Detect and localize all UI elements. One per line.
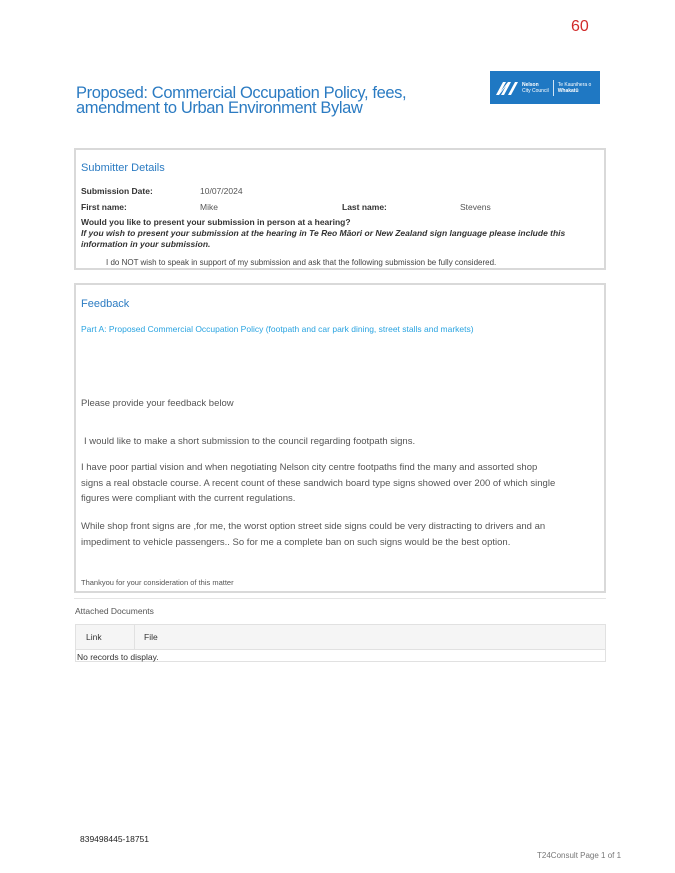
submitter-details-heading: Submitter Details (81, 162, 165, 174)
feedback-prompt: Please provide your feedback below (81, 398, 234, 409)
submission-date-value: 10/07/2024 (200, 186, 243, 196)
divider (74, 598, 606, 599)
feedback-heading: Feedback (81, 298, 130, 310)
part-a-heading: Part A: Proposed Commercial Occupation Policy (footpath and car park dining, street stalls and markets) (81, 324, 474, 334)
first-name-value: Mike (200, 202, 218, 212)
logo-maori-line2: Whakatū (557, 87, 579, 94)
logo-name-line2: City Council (522, 87, 549, 94)
language-question: If you wish to present your submission at the hearing in Te Reo Māori or New Zealand sign language please include this information in your submission. (81, 228, 566, 249)
document-id: 839498445-18751 (80, 834, 150, 844)
last-name-value: Stevens (460, 202, 491, 212)
logo-name (522, 82, 549, 94)
first-name-label: First name: (81, 202, 127, 212)
council-logo (490, 71, 600, 104)
attachments-table (75, 624, 606, 662)
feedback-thanks: Thankyou for your consideration of this matter (81, 578, 234, 587)
submitter-details-panel (74, 148, 606, 270)
hearing-answer: I do NOT wish to speak in support of my submission and ask that the following submission be fully considered. (106, 258, 497, 267)
feedback-panel (74, 283, 606, 593)
attached-documents-title: Attached Documents (75, 606, 154, 616)
logo-maori-line1: Te Kaunihera o (557, 81, 592, 88)
empty-table-message: No records to display. (77, 652, 159, 662)
feedback-paragraph: While shop front signs are ,for me, the worst option street side signs could be very distracting to drivers and an impediment to vehicle passengers.. So for me a complete ban on such signs would be the best option. (81, 521, 546, 548)
column-header-file[interactable]: File (144, 632, 158, 642)
page-number: 60 (571, 18, 589, 35)
last-name-label: Last name: (342, 202, 387, 212)
logo-name-line1: Nelson (522, 81, 539, 88)
nelson-logo-icon (494, 77, 520, 99)
column-header-link[interactable]: Link (86, 632, 102, 642)
logo-maori-name (558, 82, 592, 94)
submission-date-label: Submission Date: (81, 186, 153, 196)
page-title: Proposed: Commercial Occupation Policy, fees, amendment to Urban Environment Bylaw (76, 84, 407, 117)
hearing-question: Would you like to present your submission in person at a hearing? (81, 217, 351, 227)
attachments-table-header (76, 625, 605, 650)
column-divider (134, 625, 135, 649)
feedback-paragraph: I would like to make a short submission to the council regarding footpath signs. (84, 436, 416, 447)
feedback-paragraph: I have poor partial vision and when negotiating Nelson city centre footpaths find the many and assorted shop signs a real obstacle course. A recent count of these sandwich board type signs showed over 200 of which single figures were compliant with the current regulations. (81, 462, 556, 504)
page-info: T24Consult Page 1 of 1 (537, 851, 622, 860)
logo-divider (553, 80, 554, 96)
